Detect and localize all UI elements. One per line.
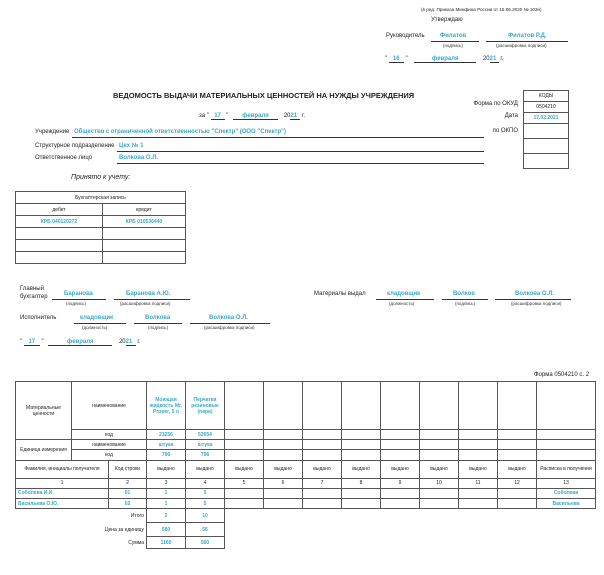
issued-header-9: выдано	[459, 460, 498, 478]
approve-day[interactable]: 16	[389, 56, 404, 63]
recipient-header: Фамилия, инициалы получателя	[16, 460, 109, 478]
issued-header-10: выдано	[498, 460, 537, 478]
qty-1-1[interactable]: 1	[147, 488, 186, 498]
item-name-1[interactable]: Моющая жидкость Mr. Proper, 5 л	[147, 382, 186, 430]
col-number: 7	[303, 478, 342, 488]
signature-year[interactable]: 21	[126, 339, 136, 346]
issued-header-4: выдано	[264, 460, 303, 478]
executor-name[interactable]: Волкова О.Л.	[209, 315, 249, 321]
recipient-name-1[interactable]: Соболева И.И.	[16, 488, 109, 498]
head-signature[interactable]: Филатов	[440, 33, 467, 39]
chief-decode-caption: (расшифровка подписи)	[120, 301, 171, 306]
approve-date: " 16 " февраля 2021 г.	[385, 56, 504, 62]
col-number: 2	[109, 478, 147, 488]
unit-code-1[interactable]: 796	[147, 450, 186, 460]
executor-label: Исполнитель	[20, 315, 57, 321]
total-1[interactable]: 2	[147, 509, 186, 523]
doc-date-code[interactable]: 17.02.2021	[524, 113, 569, 124]
codes-table	[523, 90, 569, 169]
col-number: 4	[186, 478, 225, 488]
issued-label: Материалы выдал	[314, 291, 366, 297]
head-decode-caption: (расшифровка подписи)	[496, 43, 547, 48]
codes-header: КОДЫ	[524, 91, 569, 102]
issued-signature[interactable]: Волков	[453, 291, 475, 297]
sum-2[interactable]: 560	[186, 537, 225, 549]
edition-note: (в ред. Приказа Минфина России от 15.06.2020 № 103н)	[421, 7, 542, 12]
blank-code-1[interactable]	[524, 139, 569, 154]
col-number: 11	[459, 478, 498, 488]
signature-month[interactable]: февраля	[48, 339, 112, 346]
debit-label: дебет	[16, 204, 103, 216]
receipt-1[interactable]: Соболева	[537, 488, 596, 498]
line-code-header: Код строки	[109, 460, 147, 478]
form-page-label: Форма 0504210 с. 2	[534, 372, 590, 378]
sum-1[interactable]: 1160	[147, 537, 186, 549]
col-number: 1	[16, 478, 109, 488]
chief-sig-caption: (подпись)	[66, 301, 87, 306]
item-code-label: код	[72, 430, 147, 440]
credit-value[interactable]: КРБ 010536440	[103, 216, 186, 228]
person-label: Ответственное лицо	[35, 155, 93, 161]
document-title: ВЕДОМОСТЬ ВЫДАЧИ МАТЕРИАЛЬНЫХ ЦЕННОСТЕЙ НА НУЖДЫ УЧРЕЖДЕНИЯ	[113, 91, 415, 100]
chief-label-1: Главный	[20, 286, 44, 292]
col-number: 6	[264, 478, 303, 488]
col-number: 9	[381, 478, 420, 488]
price-1[interactable]: 580	[147, 523, 186, 537]
document-day[interactable]: 17	[211, 113, 225, 120]
person-value[interactable]: Волкова О.Л.	[119, 155, 159, 161]
item-name-label: наименование	[72, 382, 147, 430]
line-code-2[interactable]: 02	[109, 498, 147, 508]
executor-sig-caption: (подпись)	[148, 325, 169, 330]
recipient-name-2[interactable]: Васильева О.Ю.	[16, 498, 109, 508]
col-number: 5	[225, 478, 264, 488]
chief-signature[interactable]: Баранова	[64, 291, 93, 297]
qty-2-1[interactable]: 1	[147, 498, 186, 508]
issued-decode-caption: (расшифровка подписи)	[511, 301, 562, 306]
issued-sig-caption: (подпись)	[455, 301, 476, 306]
col-number: 12	[498, 478, 537, 488]
col-number: 3	[147, 478, 186, 488]
accepted-label: Принято к учету:	[71, 174, 131, 181]
sum-label: Сумма	[16, 537, 147, 549]
price-label: Цена за единицу	[16, 523, 147, 537]
issued-position-caption: (должность)	[389, 301, 415, 306]
executor-position[interactable]: кладовщик	[80, 315, 114, 321]
okud-code[interactable]: 0504210	[524, 102, 569, 113]
okpo-code[interactable]	[524, 124, 569, 139]
approve-label: Утверждаю	[431, 17, 463, 23]
approve-year[interactable]: 21	[490, 56, 499, 63]
accounting-record-label: Бухгалтерская запись	[16, 192, 186, 204]
document-date: за " 17 " февраля 2021 г.	[199, 113, 306, 119]
document-month[interactable]: февраля	[233, 113, 278, 120]
issued-header-1: выдано	[147, 460, 186, 478]
credit-label: кредит	[103, 204, 186, 216]
item-code-1[interactable]: 23256	[147, 430, 186, 440]
total-label: Итого	[16, 509, 147, 523]
date-label: Дата	[504, 113, 518, 119]
head-name[interactable]: Филатов Р.Д.	[508, 33, 547, 39]
head-signature-caption: (подпись)	[443, 43, 464, 48]
signature-date: " 17 " февраля 2021 г.	[20, 339, 141, 345]
total-2[interactable]: 10	[186, 509, 225, 523]
debit-value[interactable]: КРБ 040120272	[16, 216, 103, 228]
head-label: Руководитель	[386, 33, 425, 39]
institution-value[interactable]: Общество с ограниченной ответственностью "Спектр" (ООО "Спектр")	[74, 129, 286, 135]
unit-name-1[interactable]: штука	[147, 440, 186, 450]
executor-decode-caption: (расшифровка подписи)	[204, 325, 255, 330]
qty-1-2[interactable]: 5	[186, 488, 225, 498]
receipt-2[interactable]: Васильева	[537, 498, 596, 508]
unit-code-2[interactable]: 796	[186, 450, 225, 460]
executor-position-caption: (должность)	[82, 325, 108, 330]
executor-signature[interactable]: Волкова	[145, 315, 171, 321]
col-number: 10	[420, 478, 459, 488]
issued-header-5: выдано	[303, 460, 342, 478]
chief-name[interactable]: Баранова А.Ю.	[126, 291, 171, 297]
line-code-1[interactable]: 01	[109, 488, 147, 498]
okpo-label: по ОКПО	[492, 128, 518, 134]
unit-value[interactable]: Цех № 1	[119, 143, 144, 149]
col-number: 8	[342, 478, 381, 488]
okud-label: Форма по ОКУД	[473, 101, 518, 107]
issue-table	[15, 381, 596, 549]
issued-header-3: выдано	[225, 460, 264, 478]
issued-position[interactable]: кладовщик	[387, 291, 421, 297]
issued-name[interactable]: Волкова О.Л.	[515, 291, 555, 297]
signature-day[interactable]: 17	[24, 339, 40, 346]
unit-measure-label: Единица измерения	[16, 440, 72, 460]
receipt-header: Расписка в получении	[537, 460, 596, 478]
unit-name-label: наименование	[72, 440, 147, 450]
institution-label: Учреждение	[35, 129, 70, 135]
accounting-table	[15, 191, 186, 264]
qty-2-2[interactable]: 5	[186, 498, 225, 508]
item-code-2[interactable]: 52654	[186, 430, 225, 440]
unit-label: Структурное подразделение	[35, 143, 115, 149]
values-label: Материальные ценности	[16, 382, 72, 440]
issued-header-6: выдано	[342, 460, 381, 478]
chief-label-2: бухгалтер	[20, 294, 48, 300]
issued-header-7: выдано	[381, 460, 420, 478]
unit-code-label: код	[72, 450, 147, 460]
document-year[interactable]: 21	[290, 113, 300, 120]
blank-code-2[interactable]	[524, 154, 569, 169]
unit-name-2[interactable]: штука	[186, 440, 225, 450]
approve-month[interactable]: февраля	[414, 56, 476, 63]
col-number: 13	[537, 478, 596, 488]
price-2[interactable]: 56	[186, 523, 225, 537]
issued-header-8: выдано	[420, 460, 459, 478]
issued-header-2: выдано	[186, 460, 225, 478]
item-name-2[interactable]: Перчатки резиновые (пара)	[186, 382, 225, 430]
